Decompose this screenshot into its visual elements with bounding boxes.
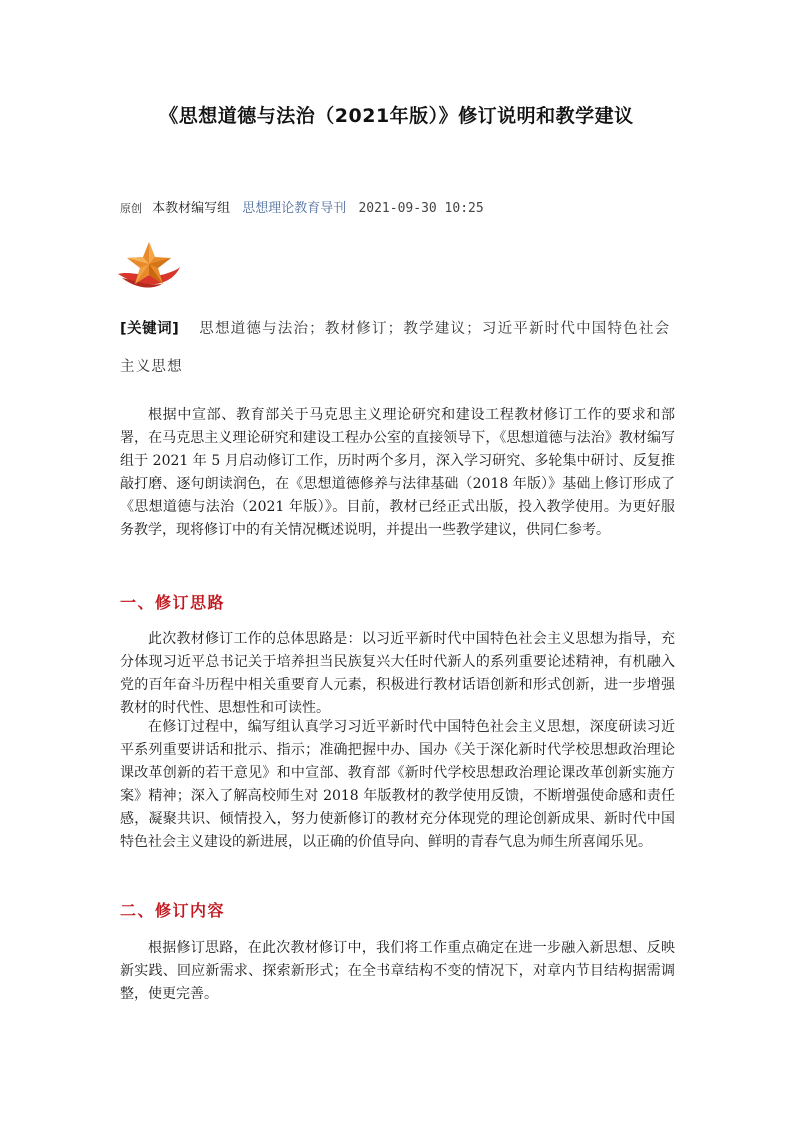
keywords-text: 思想道德与法治；教材修订；教学建议；习近平新时代中国特色社会主义思想 <box>120 321 671 375</box>
star-icon <box>116 240 182 296</box>
keywords-label: [关键词] <box>120 321 180 337</box>
article-title: 《思想道德与法治（2021年版）》修订说明和教学建议 <box>159 105 634 127</box>
section-paragraph: 根据修订思路，在此次教材修订中，我们将工作重点确定在进一步融入新思想、反映新实践、回应新需求、探索新形式；在全书章结构不变的情况下，对章内节目结构据需调整，使更完善。 <box>120 940 675 1002</box>
section-heading: 一、修订思路 <box>120 593 226 612</box>
intro-paragraph: 根据中宣部、教育部关于马克思主义理论研究和建设工程教材修订工作的要求和部署，在马克思主义理论研究和建设工程办公室的直接领导下，《思想道德与法治》教材编写组于 2021 年 5 月启动修订工作，历时两个多月，深入学习研究、多轮集中研讨、反复推敲打磨、逐句朗读润色，在《思想道德修养与法律基础（2018 年版）》基础上修订形成了《思想道德与法治（2021 年版）》。目前，教材已经正式出版，投入教学使用。为更好服务教学，现将修订中的有关情况概述说明，并提出一些教学建议，供同仁参考。 <box>120 407 675 538</box>
author-name: 本教材编写组 <box>152 201 231 216</box>
section-paragraph: 在修订过程中，编写组认真学习习近平新时代中国特色社会主义思想，深度研读习近平系列重要讲话和批示、指示；准确把握中办、国办《关于深化新时代学校思想政治理论课改革创新的若干意见》和中宣部、教育部《新时代学校思想政治理论课改革创新实施方案》精神；深入了解高校师生对 2018 年版教材的教学使用反馈，不断增强使命感和责任感，凝聚共识、倾情投入，努力使新修订的教材充分体现党的理论创新成果、新时代中国特色社会主义建设的新进展，以正确的价值导向、鲜明的青春气息为师生所喜闻乐见。 <box>120 719 675 850</box>
keywords-block <box>120 310 680 386</box>
section-heading: 二、修订内容 <box>120 901 226 920</box>
publish-time: 2021-09-30 10:25 <box>358 201 484 216</box>
article-meta <box>120 197 484 216</box>
source-link[interactable]: 思想理论教育导刊 <box>242 201 347 216</box>
original-tag: 原创 <box>120 202 142 215</box>
section-paragraph: 此次教材修订工作的总体思路是：以习近平新时代中国特色社会主义思想为指导，充分体现习近平总书记关于培养担当民族复兴大任时代新人的系列重要论述精神，有机融入党的百年奋斗历程中相关重要育人元素，积极进行教材话语创新和形式创新，进一步增强教材的时代性、思想性和可读性。 <box>120 631 675 716</box>
